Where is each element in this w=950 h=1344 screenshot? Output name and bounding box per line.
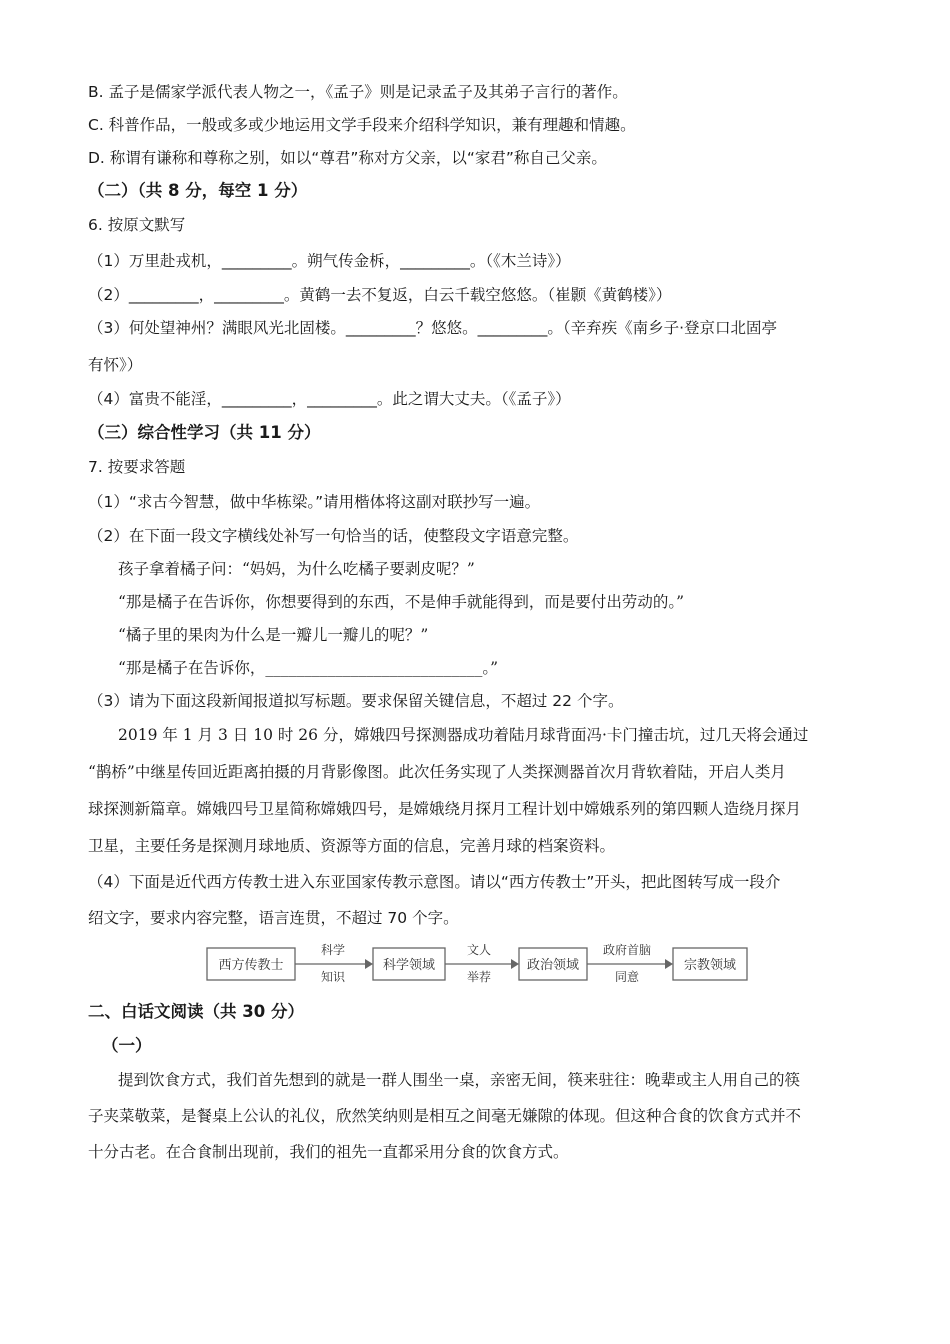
option-d: D. 称谓有谦称和尊称之别，如以“尊君”称对方父亲，以“家君”称自己父亲。 xyxy=(88,149,607,167)
option-b: B. 孟子是儒家学派代表人物之一，《孟子》则是记录孟子及其弟子言行的著作。 xyxy=(88,83,628,101)
flow-arrow-2-bottom: 举荐 xyxy=(466,970,492,984)
flow-box-3-label: 政治领域 xyxy=(526,958,580,973)
flow-arrow-2-top: 文人 xyxy=(466,943,492,957)
question-6-title: 6. 按原文默写 xyxy=(88,216,186,234)
question-7-title: 7. 按要求答题 xyxy=(88,458,186,476)
news-line-1: 2019 年 1 月 3 日 10 时 26 分，嫦娥四号探测器成功着陆月球背面冯·卡门撞击坑，过几天将会通过 xyxy=(118,726,809,744)
flow-diagram xyxy=(205,940,750,988)
passage-line-3: 十分古老。在合食制出现前，我们的祖先一直都采用分食的饮食方式。 xyxy=(88,1143,569,1161)
flow-arrow-3-bottom: 同意 xyxy=(614,970,640,984)
section-heading-3: （三）综合性学习（共 11 分） xyxy=(88,423,321,442)
dialogue-line-4: “那是橘子在告诉你，____________________________。” xyxy=(118,659,499,677)
dialogue-line-1: 孩子拿着橘子问：“妈妈，为什么吃橘子要剥皮呢？” xyxy=(118,560,475,578)
flow-arrow-1-bottom: 知识 xyxy=(320,970,346,984)
part-heading-2: 二、白话文阅读（共 30 分） xyxy=(88,1002,304,1021)
flow-arrowhead-1 xyxy=(365,959,373,969)
passage-line-2: 子夹菜敬菜，是餐桌上公认的礼仪，欣然笑纳则是相互之间毫无嫌隙的体现。但这种合食的饮食方式并不 xyxy=(88,1107,802,1125)
flow-arrow-1-top: 科学 xyxy=(320,943,346,957)
question-7-item-4: （4）下面是近代西方传教士进入东亚国家传教示意图。请以“西方传教士”开头，把此图转写成一段介 xyxy=(88,873,781,891)
news-line-3: 球探测新篇章。嫦娥四号卫星简称嫦娥四号，是嫦娥绕月探月工程计划中嫦娥系列的第四颗人造绕月探月 xyxy=(88,800,802,818)
news-line-4: 卫星，主要任务是探测月球地质、资源等方面的信息，完善月球的档案资料。 xyxy=(88,837,616,855)
option-c: C. 科普作品，一般或多或少地运用文学手段来介绍科学知识，兼有理趣和情趣。 xyxy=(88,116,636,134)
question-6-item-3: （3）何处望神州？满眼风光北固楼。_________？悠悠。_________。（辛弃疾《南乡子·登京口北固亭 xyxy=(88,319,778,337)
passage-line-1: 提到饮食方式，我们首先想到的就是一群人围坐一桌，亲密无间，筷来驻往：晚辈或主人用自己的筷 xyxy=(118,1071,801,1089)
question-7-item-1: （1）“求古今智慧，做中华栋梁。”请用楷体将这副对联抄写一遍。 xyxy=(88,493,541,511)
news-line-2: “鹊桥”中继星传回近距离拍摄的月背影像图。此次任务实现了人类探测器首次月背软着陆，开启人类月 xyxy=(88,763,786,781)
flow-box-1-label: 西方传教士 xyxy=(218,958,284,973)
question-7-item-4-cont: 绍文字，要求内容完整，语言连贯，不超过 70 个字。 xyxy=(88,909,459,927)
flow-box-2-label: 科学领域 xyxy=(382,958,436,973)
question-6-item-4: （4）富贵不能淫，_________，_________。此之谓大丈夫。（《孟子》） xyxy=(88,390,571,408)
question-6-item-1: （1）万里赴戎机，_________。朔气传金柝，_________。（《木兰诗》） xyxy=(88,252,571,270)
dialogue-line-3: “橘子里的果肉为什么是一瓣儿一瓣儿的呢？” xyxy=(118,626,429,644)
flow-arrowhead-3 xyxy=(665,959,673,969)
flow-arrow-3-top: 政府首脑 xyxy=(602,943,652,957)
question-7-item-3: （3）请为下面这段新闻报道拟写标题。要求保留关键信息，不超过 22 个字。 xyxy=(88,692,624,710)
question-7-item-2: （2）在下面一段文字横线处补写一句恰当的话，使整段文字语意完整。 xyxy=(88,527,579,545)
flow-arrowhead-2 xyxy=(511,959,519,969)
dialogue-line-2: “那是橘子在告诉你，你想要得到的东西，不是伸手就能得到，而是要付出劳动的。” xyxy=(118,593,685,611)
question-6-item-3-cont: 有怀》） xyxy=(88,356,143,374)
flow-box-4-label: 宗教领域 xyxy=(683,958,737,973)
subsection-heading-1: （一） xyxy=(102,1036,152,1055)
section-heading-2: （二）（共 8 分，每空 1 分） xyxy=(88,181,308,200)
question-6-item-2: （2）_________，_________。黄鹤一去不复返，白云千载空悠悠。（崔颢《黄鹤楼》） xyxy=(88,286,672,304)
